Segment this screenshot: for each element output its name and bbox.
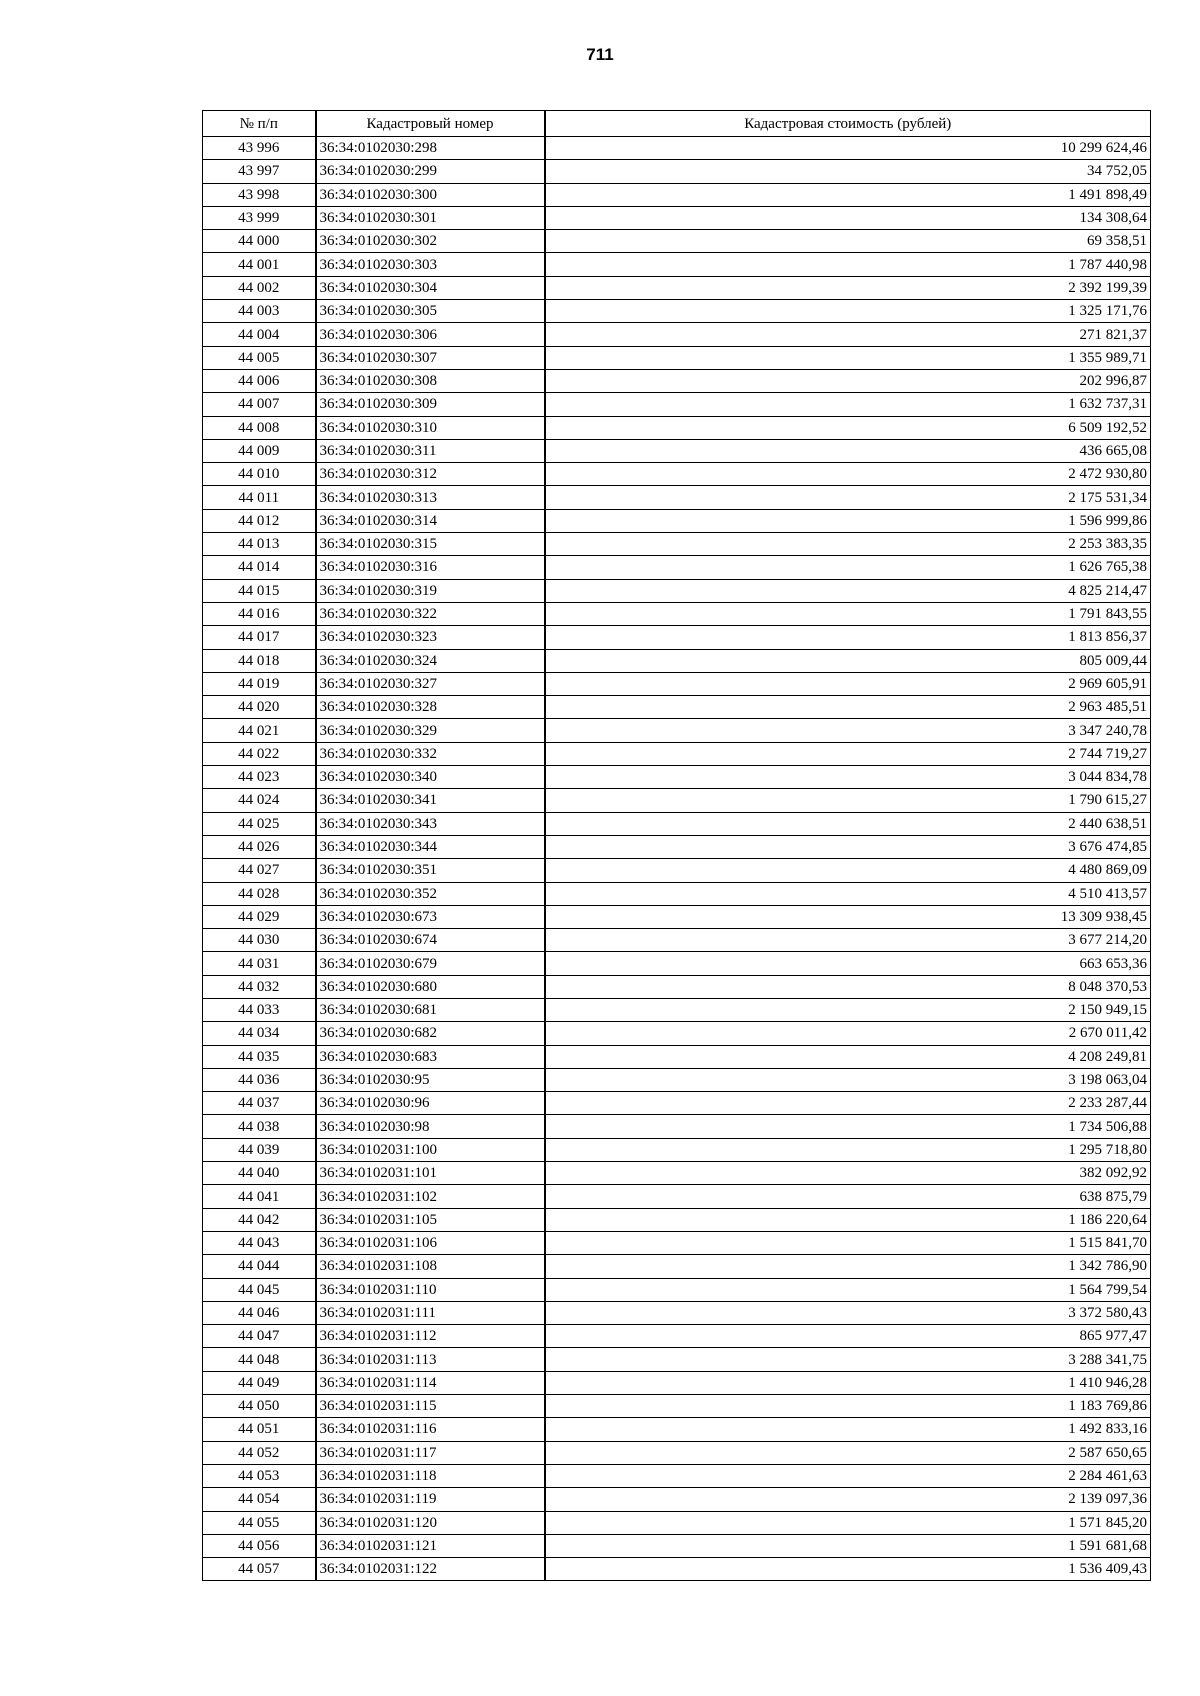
row-number-cell: 44 040 [203,1162,316,1185]
cadastral-value-cell: 1 632 737,31 [545,393,1151,416]
cadastral-number-cell: 36:34:0102030:305 [316,300,545,323]
table-row [203,1278,1151,1301]
cadastral-number-cell: 36:34:0102030:328 [316,696,545,719]
table-row [203,672,1151,695]
cadastral-number-cell: 36:34:0102031:121 [316,1534,545,1557]
row-number-cell: 44 003 [203,300,316,323]
cadastral-value-cell: 2 963 485,51 [545,696,1151,719]
table-row [203,975,1151,998]
row-number-cell: 44 038 [203,1115,316,1138]
cadastral-number-cell: 36:34:0102030:313 [316,486,545,509]
cadastral-number-cell: 36:34:0102030:316 [316,556,545,579]
cadastral-number-cell: 36:34:0102030:319 [316,579,545,602]
table-row [203,602,1151,625]
header-row [203,111,1151,137]
cadastral-value-cell: 2 392 199,39 [545,276,1151,299]
row-number-cell: 43 998 [203,183,316,206]
table-row [203,1045,1151,1068]
cadastral-value-cell: 1 790 615,27 [545,789,1151,812]
cadastral-number-cell: 36:34:0102030:306 [316,323,545,346]
row-number-cell: 44 020 [203,696,316,719]
table-row [203,882,1151,905]
row-number-cell: 44 044 [203,1255,316,1278]
row-number-cell: 44 000 [203,230,316,253]
table-row [203,276,1151,299]
cadastral-number-cell: 36:34:0102030:352 [316,882,545,905]
row-number-cell: 44 045 [203,1278,316,1301]
cadastral-number-cell: 36:34:0102030:340 [316,766,545,789]
row-number-cell: 44 001 [203,253,316,276]
row-number-cell: 44 017 [203,626,316,649]
cadastral-number-cell: 36:34:0102031:115 [316,1395,545,1418]
cadastral-value-cell: 1 626 765,38 [545,556,1151,579]
cadastral-value-cell: 2 587 650,65 [545,1441,1151,1464]
table-row [203,416,1151,439]
table-row [203,1231,1151,1254]
header-cadastral-value: Кадастровая стоимость (рублей) [545,111,1151,137]
table-row [203,346,1151,369]
cadastral-number-cell: 36:34:0102031:100 [316,1138,545,1161]
cadastral-number-cell: 36:34:0102030:332 [316,742,545,765]
table-row [203,789,1151,812]
cadastral-number-cell: 36:34:0102031:114 [316,1371,545,1394]
cadastral-value-cell: 638 875,79 [545,1185,1151,1208]
cadastral-value-cell: 1 734 506,88 [545,1115,1151,1138]
table-row [203,1022,1151,1045]
cadastral-number-cell: 36:34:0102031:102 [316,1185,545,1208]
table-row [203,393,1151,416]
cadastral-value-cell: 4 208 249,81 [545,1045,1151,1068]
cadastral-value-cell: 3 372 580,43 [545,1301,1151,1324]
row-number-cell: 44 033 [203,998,316,1021]
cadastral-value-cell: 1 564 799,54 [545,1278,1151,1301]
cadastral-value-cell: 2 233 287,44 [545,1092,1151,1115]
cadastral-number-cell: 36:34:0102030:95 [316,1068,545,1091]
table-row [203,1488,1151,1511]
row-number-cell: 44 018 [203,649,316,672]
row-number-cell: 44 046 [203,1301,316,1324]
cadastral-number-cell: 36:34:0102030:315 [316,533,545,556]
table-row [203,626,1151,649]
cadastral-value-cell: 2 139 097,36 [545,1488,1151,1511]
table-row [203,183,1151,206]
row-number-cell: 44 050 [203,1395,316,1418]
cadastral-number-cell: 36:34:0102031:110 [316,1278,545,1301]
cadastral-number-cell: 36:34:0102030:329 [316,719,545,742]
row-number-cell: 44 043 [203,1231,316,1254]
cadastral-number-cell: 36:34:0102030:681 [316,998,545,1021]
row-number-cell: 44 039 [203,1138,316,1161]
cadastral-value-cell: 3 677 214,20 [545,929,1151,952]
cadastral-number-cell: 36:34:0102030:311 [316,439,545,462]
cadastral-value-cell: 8 048 370,53 [545,975,1151,998]
cadastral-number-cell: 36:34:0102030:324 [316,649,545,672]
cadastral-number-cell: 36:34:0102031:106 [316,1231,545,1254]
cadastral-number-cell: 36:34:0102030:674 [316,929,545,952]
cadastral-value-cell: 2 284 461,63 [545,1464,1151,1487]
table-row [203,742,1151,765]
table-row [203,579,1151,602]
cadastral-value-cell: 1 342 786,90 [545,1255,1151,1278]
cadastral-value-cell: 1 571 845,20 [545,1511,1151,1534]
table-row [203,1068,1151,1091]
row-number-cell: 44 004 [203,323,316,346]
cadastral-value-cell: 1 325 171,76 [545,300,1151,323]
table-row [203,160,1151,183]
cadastral-number-cell: 36:34:0102030:310 [316,416,545,439]
row-number-cell: 44 019 [203,672,316,695]
table-row [203,1301,1151,1324]
row-number-cell: 44 007 [203,393,316,416]
header-cadastral-number: Кадастровый номер [316,111,545,137]
table-row [203,1464,1151,1487]
row-number-cell: 44 021 [203,719,316,742]
cadastral-value-cell: 2 150 949,15 [545,998,1151,1021]
cadastral-value-cell: 2 969 605,91 [545,672,1151,695]
cadastral-value-cell: 1 491 898,49 [545,183,1151,206]
row-number-cell: 44 029 [203,905,316,928]
row-number-cell: 44 014 [203,556,316,579]
cadastral-value-cell: 202 996,87 [545,369,1151,392]
cadastral-value-cell: 2 472 930,80 [545,463,1151,486]
row-number-cell: 44 008 [203,416,316,439]
cadastral-number-cell: 36:34:0102030:312 [316,463,545,486]
cadastral-value-cell: 1 515 841,70 [545,1231,1151,1254]
table-row [203,300,1151,323]
table-row [203,1092,1151,1115]
cadastral-number-cell: 36:34:0102030:679 [316,952,545,975]
cadastral-value-cell: 2 744 719,27 [545,742,1151,765]
row-number-cell: 44 056 [203,1534,316,1557]
row-number-cell: 44 049 [203,1371,316,1394]
cadastral-value-cell: 69 358,51 [545,230,1151,253]
cadastral-number-cell: 36:34:0102031:113 [316,1348,545,1371]
cadastral-value-cell: 1 813 856,37 [545,626,1151,649]
row-number-cell: 44 012 [203,509,316,532]
cadastral-value-cell: 4 825 214,47 [545,579,1151,602]
cadastral-value-cell: 6 509 192,52 [545,416,1151,439]
table-row [203,1348,1151,1371]
cadastral-value-cell: 805 009,44 [545,649,1151,672]
table-row [203,463,1151,486]
cadastral-number-cell: 36:34:0102031:122 [316,1558,545,1581]
table-row [203,859,1151,882]
row-number-cell: 44 034 [203,1022,316,1045]
table-row [203,998,1151,1021]
table-row [203,1534,1151,1557]
table-row [203,812,1151,835]
table-row [203,1255,1151,1278]
cadastral-number-cell: 36:34:0102030:96 [316,1092,545,1115]
row-number-cell: 44 053 [203,1464,316,1487]
cadastral-value-cell: 1 183 769,86 [545,1395,1151,1418]
cadastral-number-cell: 36:34:0102030:304 [316,276,545,299]
row-number-cell: 44 011 [203,486,316,509]
cadastral-value-cell: 2 253 383,35 [545,533,1151,556]
cadastral-number-cell: 36:34:0102030:682 [316,1022,545,1045]
cadastral-number-cell: 36:34:0102031:116 [316,1418,545,1441]
table-row [203,1325,1151,1348]
cadastral-value-cell: 382 092,92 [545,1162,1151,1185]
cadastral-number-cell: 36:34:0102030:351 [316,859,545,882]
table-row [203,556,1151,579]
row-number-cell: 44 030 [203,929,316,952]
row-number-cell: 44 026 [203,835,316,858]
table-row [203,1418,1151,1441]
cadastral-table [202,110,1151,1581]
row-number-cell: 44 031 [203,952,316,975]
cadastral-number-cell: 36:34:0102030:314 [316,509,545,532]
cadastral-value-cell: 436 665,08 [545,439,1151,462]
table-row [203,905,1151,928]
cadastral-value-cell: 1 791 843,55 [545,602,1151,625]
cadastral-value-cell: 4 480 869,09 [545,859,1151,882]
table-row [203,1115,1151,1138]
row-number-cell: 44 032 [203,975,316,998]
page-number: 711 [586,45,614,64]
row-number-cell: 44 052 [203,1441,316,1464]
table-row [203,1138,1151,1161]
cadastral-value-cell: 663 653,36 [545,952,1151,975]
cadastral-value-cell: 3 676 474,85 [545,835,1151,858]
row-number-cell: 44 024 [203,789,316,812]
row-number-cell: 43 997 [203,160,316,183]
cadastral-value-cell: 1 295 718,80 [545,1138,1151,1161]
table-row [203,1441,1151,1464]
cadastral-number-cell: 36:34:0102031:118 [316,1464,545,1487]
table-row [203,509,1151,532]
cadastral-number-cell: 36:34:0102031:108 [316,1255,545,1278]
row-number-cell: 44 028 [203,882,316,905]
cadastral-number-cell: 36:34:0102030:308 [316,369,545,392]
cadastral-value-cell: 3 198 063,04 [545,1068,1151,1091]
cadastral-value-cell: 865 977,47 [545,1325,1151,1348]
row-number-cell: 44 006 [203,369,316,392]
cadastral-value-cell: 10 299 624,46 [545,137,1151,160]
table-row [203,1208,1151,1231]
cadastral-number-cell: 36:34:0102031:112 [316,1325,545,1348]
row-number-cell: 44 036 [203,1068,316,1091]
row-number-cell: 43 999 [203,206,316,229]
cadastral-value-cell: 1 186 220,64 [545,1208,1151,1231]
row-number-cell: 44 048 [203,1348,316,1371]
table-row [203,1395,1151,1418]
cadastral-number-cell: 36:34:0102030:673 [316,905,545,928]
cadastral-number-cell: 36:34:0102030:327 [316,672,545,695]
cadastral-number-cell: 36:34:0102031:119 [316,1488,545,1511]
row-number-cell: 44 042 [203,1208,316,1231]
row-number-cell: 44 005 [203,346,316,369]
row-number-cell: 44 057 [203,1558,316,1581]
table-row [203,323,1151,346]
row-number-cell: 43 996 [203,137,316,160]
table-row [203,533,1151,556]
table-row [203,649,1151,672]
header-row-number: № п/п [203,111,316,137]
cadastral-value-cell: 34 752,05 [545,160,1151,183]
cadastral-value-cell: 1 596 999,86 [545,509,1151,532]
cadastral-value-cell: 3 044 834,78 [545,766,1151,789]
row-number-cell: 44 041 [203,1185,316,1208]
cadastral-value-cell: 3 288 341,75 [545,1348,1151,1371]
row-number-cell: 44 013 [203,533,316,556]
table-row [203,206,1151,229]
row-number-cell: 44 035 [203,1045,316,1068]
cadastral-number-cell: 36:34:0102031:111 [316,1301,545,1324]
cadastral-value-cell: 2 670 011,42 [545,1022,1151,1045]
cadastral-number-cell: 36:34:0102030:303 [316,253,545,276]
table-row [203,253,1151,276]
cadastral-number-cell: 36:34:0102030:98 [316,1115,545,1138]
table-row [203,369,1151,392]
cadastral-value-cell: 1 355 989,71 [545,346,1151,369]
cadastral-number-cell: 36:34:0102030:341 [316,789,545,812]
cadastral-number-cell: 36:34:0102030:298 [316,137,545,160]
row-number-cell: 44 054 [203,1488,316,1511]
cadastral-value-cell: 13 309 938,45 [545,905,1151,928]
table-row [203,952,1151,975]
row-number-cell: 44 022 [203,742,316,765]
cadastral-number-cell: 36:34:0102030:680 [316,975,545,998]
table-row [203,719,1151,742]
cadastral-value-cell: 1 591 681,68 [545,1534,1151,1557]
cadastral-number-cell: 36:34:0102030:302 [316,230,545,253]
cadastral-value-cell: 271 821,37 [545,323,1151,346]
table-row [203,230,1151,253]
cadastral-number-cell: 36:34:0102030:299 [316,160,545,183]
table-row [203,929,1151,952]
cadastral-number-cell: 36:34:0102030:344 [316,835,545,858]
cadastral-number-cell: 36:34:0102031:101 [316,1162,545,1185]
cadastral-number-cell: 36:34:0102030:300 [316,183,545,206]
row-number-cell: 44 055 [203,1511,316,1534]
table-row [203,1511,1151,1534]
cadastral-value-cell: 134 308,64 [545,206,1151,229]
cadastral-value-cell: 2 175 531,34 [545,486,1151,509]
table-row [203,1371,1151,1394]
cadastral-number-cell: 36:34:0102030:309 [316,393,545,416]
cadastral-number-cell: 36:34:0102030:322 [316,602,545,625]
table-row [203,1162,1151,1185]
cadastral-value-cell: 3 347 240,78 [545,719,1151,742]
table-body [203,137,1151,1581]
cadastral-value-cell: 2 440 638,51 [545,812,1151,835]
cadastral-number-cell: 36:34:0102031:120 [316,1511,545,1534]
table-row [203,766,1151,789]
cadastral-value-cell: 1 536 409,43 [545,1558,1151,1581]
table-row [203,1185,1151,1208]
cadastral-number-cell: 36:34:0102030:323 [316,626,545,649]
cadastral-value-cell: 1 492 833,16 [545,1418,1151,1441]
row-number-cell: 44 027 [203,859,316,882]
row-number-cell: 44 047 [203,1325,316,1348]
cadastral-value-cell: 1 410 946,28 [545,1371,1151,1394]
table-row [203,137,1151,160]
row-number-cell: 44 016 [203,602,316,625]
table-row [203,696,1151,719]
table-row [203,835,1151,858]
cadastral-number-cell: 36:34:0102031:117 [316,1441,545,1464]
row-number-cell: 44 010 [203,463,316,486]
row-number-cell: 44 025 [203,812,316,835]
cadastral-number-cell: 36:34:0102030:307 [316,346,545,369]
row-number-cell: 44 002 [203,276,316,299]
row-number-cell: 44 009 [203,439,316,462]
cadastral-number-cell: 36:34:0102031:105 [316,1208,545,1231]
cadastral-value-cell: 1 787 440,98 [545,253,1151,276]
row-number-cell: 44 015 [203,579,316,602]
table-row [203,1558,1151,1581]
cadastral-number-cell: 36:34:0102030:683 [316,1045,545,1068]
cadastral-number-cell: 36:34:0102030:343 [316,812,545,835]
table-header [203,111,1151,137]
table-row [203,486,1151,509]
row-number-cell: 44 023 [203,766,316,789]
table-row [203,439,1151,462]
row-number-cell: 44 037 [203,1092,316,1115]
cadastral-number-cell: 36:34:0102030:301 [316,206,545,229]
row-number-cell: 44 051 [203,1418,316,1441]
cadastral-value-cell: 4 510 413,57 [545,882,1151,905]
